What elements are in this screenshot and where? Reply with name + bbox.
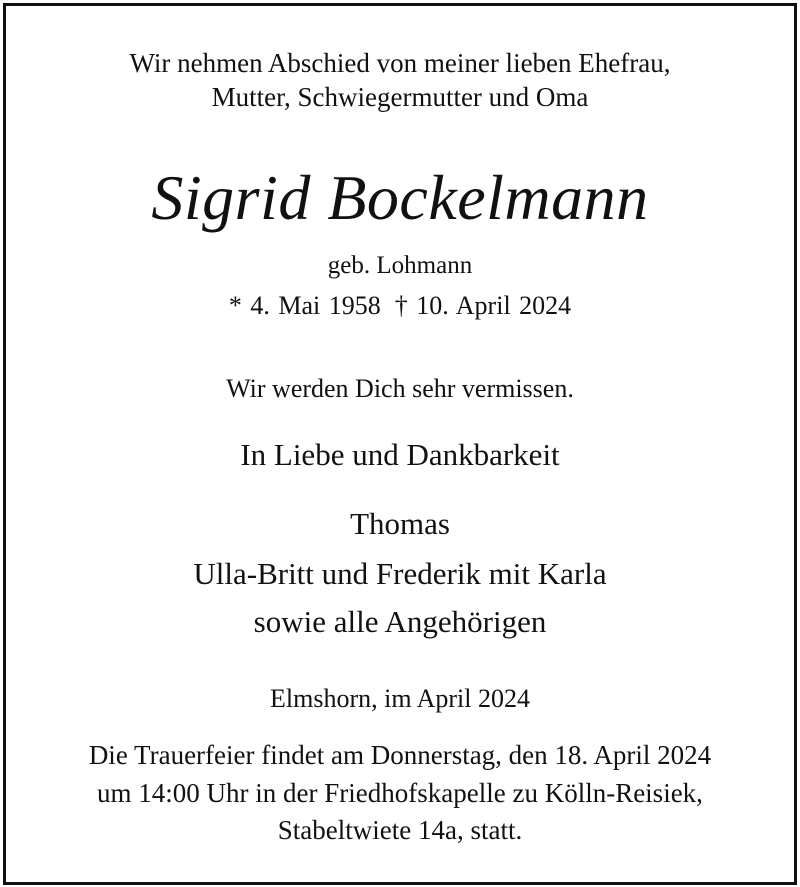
mourner-1: Thomas [350, 506, 450, 541]
funeral-notice-line-3: Stabeltwiete 14a, statt. [277, 815, 523, 845]
death-date: † 10. April 2024 [394, 291, 572, 320]
obituary-frame [3, 3, 797, 885]
intro-line-2: Mutter, Schwiegermutter und Oma [211, 82, 589, 112]
life-dates [6, 291, 794, 321]
place-date: Elmshorn, im April 2024 [270, 684, 530, 713]
funeral-notice-line-1: Die Trauerfeier findet am Donnerstag, den 18. April 2024 [88, 740, 712, 770]
birth-date: * 4. Mai 1958 [228, 291, 381, 320]
deceased-name: Sigrid Bockelmann [151, 162, 649, 233]
farewell-message: Wir werden Dich sehr vermissen. [226, 374, 574, 403]
intro-line-1: Wir nehmen Abschied von meiner lieben Ehefrau, [129, 48, 671, 78]
maiden-name: geb. Lohmann [327, 252, 473, 279]
mourner-3: sowie alle Angehörigen [253, 604, 547, 639]
mourner-2: Ulla-Britt und Frederik mit Karla [193, 556, 607, 591]
dedication: In Liebe und Dankbarkeit [240, 437, 560, 472]
funeral-notice-line-2: um 14:00 Uhr in der Friedhofskapelle zu Kölln-Reisiek, [97, 778, 703, 808]
